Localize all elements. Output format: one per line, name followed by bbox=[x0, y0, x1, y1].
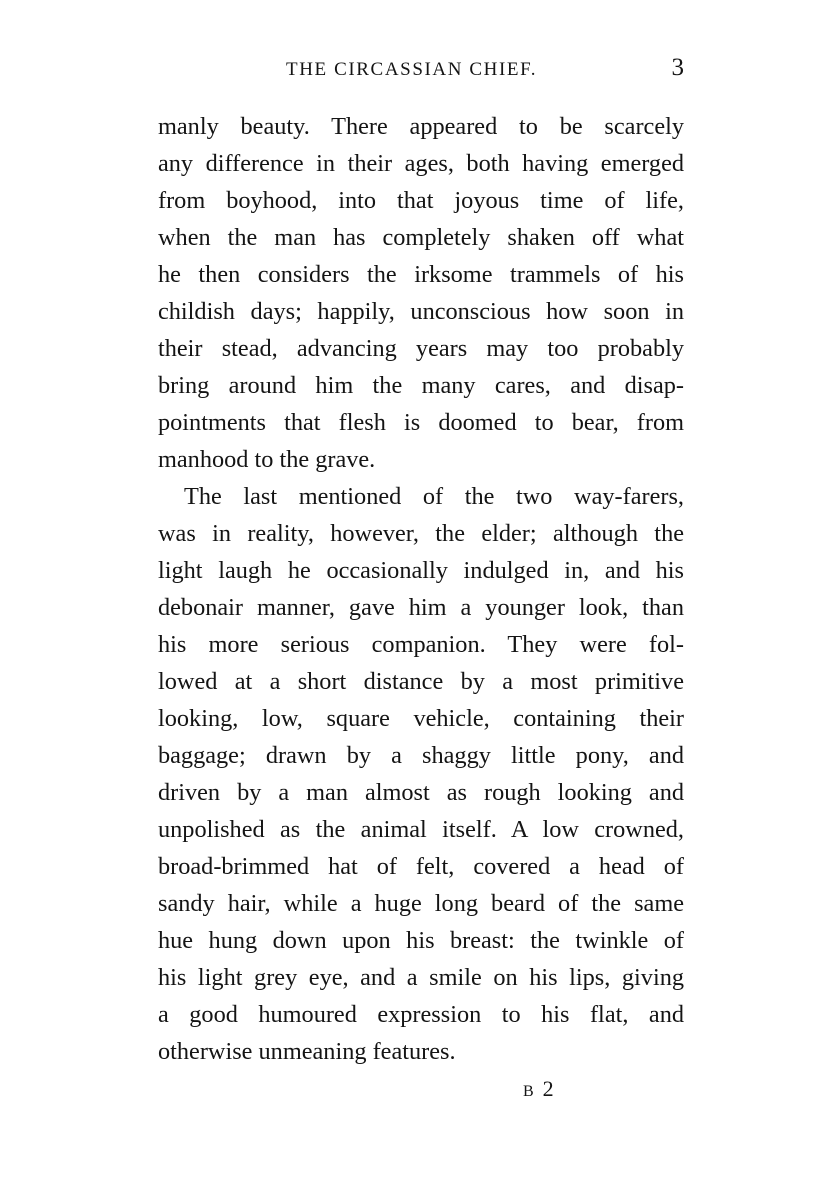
page-number: 3 bbox=[671, 54, 684, 81]
text-line: he then considers the irksome trammels of his bbox=[158, 261, 684, 288]
text-line: from boyhood, into that joyous time of life, bbox=[158, 187, 684, 214]
text-line: a good humoured expression to his flat, and bbox=[158, 1001, 684, 1028]
text-line: broad-brimmed hat of felt, covered a head of bbox=[158, 853, 684, 880]
paragraph bbox=[158, 108, 684, 478]
running-title: THE CIRCASSIAN CHIEF. bbox=[286, 59, 538, 80]
text-line: was in reality, however, the elder; although the bbox=[158, 520, 684, 547]
text-line: otherwise unmeaning features. bbox=[158, 1038, 456, 1065]
signature-letter: B bbox=[523, 1083, 535, 1100]
signature-number: 2 bbox=[542, 1076, 554, 1101]
text-line: hue hung down upon his breast: the twinkle of bbox=[158, 927, 684, 954]
text-line: manly beauty. There appeared to be scarcely bbox=[158, 113, 684, 140]
text-line: childish days; happily, unconscious how soon in bbox=[158, 298, 684, 325]
text-line: when the man has completely shaken off what bbox=[158, 224, 684, 251]
text-line: his more serious companion. They were fol- bbox=[158, 631, 684, 658]
text-line: lowed at a short distance by a most primitive bbox=[158, 668, 684, 695]
body-text bbox=[158, 108, 684, 1070]
text-line: any difference in their ages, both having emerged bbox=[158, 150, 684, 177]
text-line: baggage; drawn by a shaggy little pony, and bbox=[158, 742, 684, 769]
text-line: their stead, advancing years may too probably bbox=[158, 335, 684, 362]
signature-mark bbox=[523, 1076, 554, 1102]
text-line: The last mentioned of the two way-farers, bbox=[184, 483, 684, 510]
paragraph bbox=[158, 478, 684, 1070]
text-line: debonair manner, gave him a younger look, than bbox=[158, 594, 684, 621]
running-head bbox=[158, 54, 684, 86]
text-line: looking, low, square vehicle, containing their bbox=[158, 705, 684, 732]
text-line: his light grey eye, and a smile on his lips, giving bbox=[158, 964, 684, 991]
text-line: driven by a man almost as rough looking and bbox=[158, 779, 684, 806]
text-line: unpolished as the animal itself. A low crowned, bbox=[158, 816, 684, 843]
text-line: manhood to the grave. bbox=[158, 446, 376, 473]
text-line: light laugh he occasionally indulged in, and his bbox=[158, 557, 684, 584]
text-line: sandy hair, while a huge long beard of the same bbox=[158, 890, 684, 917]
text-line: pointments that flesh is doomed to bear, from bbox=[158, 409, 684, 436]
text-line: bring around him the many cares, and disap- bbox=[158, 372, 684, 399]
